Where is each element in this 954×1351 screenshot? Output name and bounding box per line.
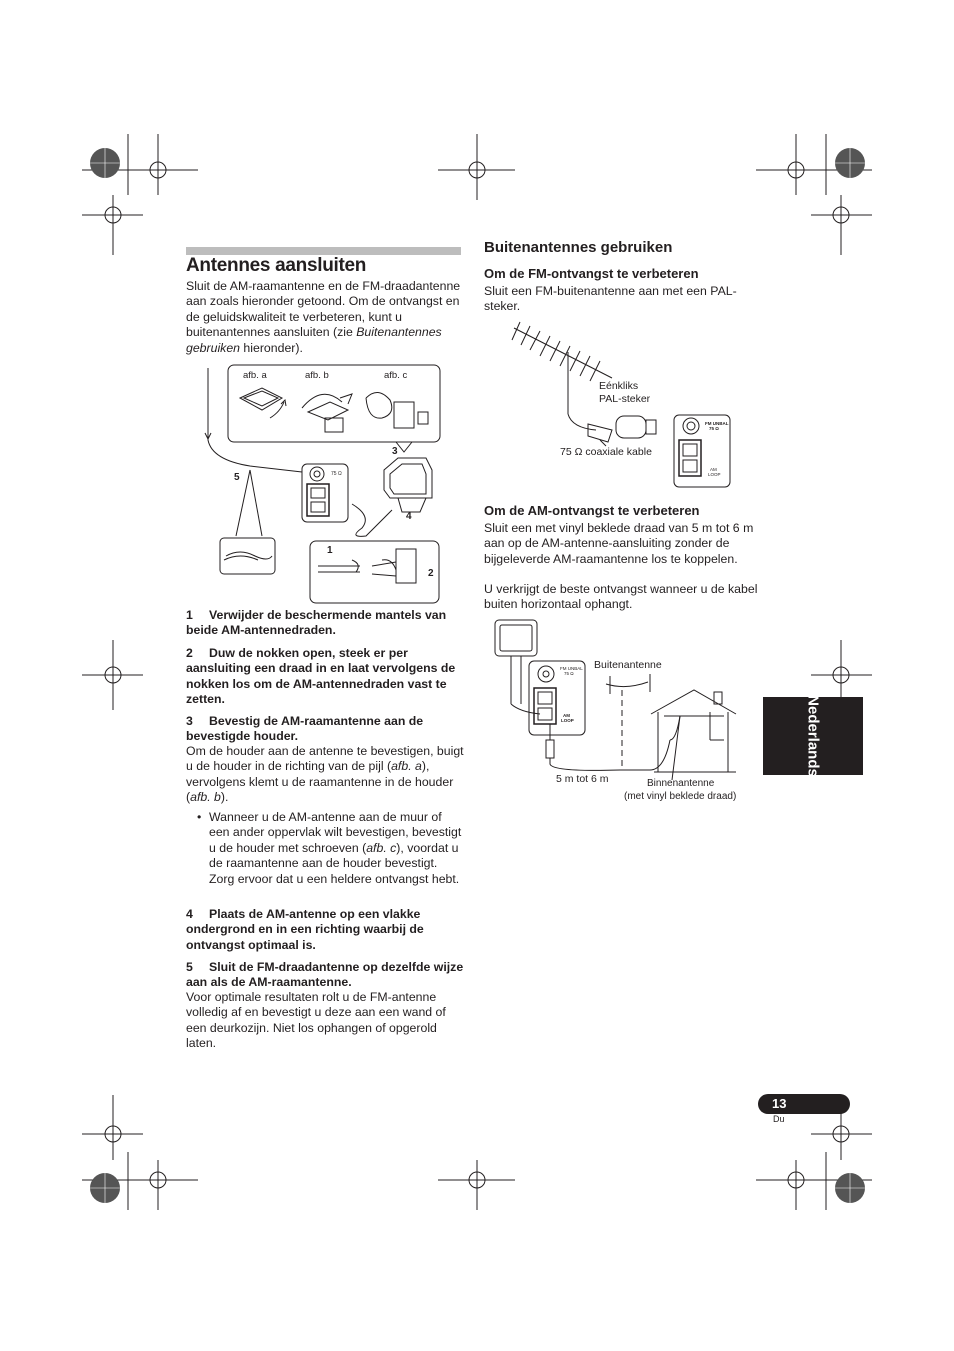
am-fig-fm-label-2: 75 Ω (564, 671, 574, 676)
am-text-1: Sluit een met vinyl beklede draad van 5 m tot 6 m aan op de AM-antenne-aansluiting zonder de bijgeleverde AM-raamantenne los te koppelen. (484, 521, 754, 566)
am-terminal-label-2: LOOP (708, 472, 721, 477)
page-language-code: Du (773, 1114, 785, 1124)
indoor-antenna-note: (met vinyl beklede draad) (624, 791, 737, 802)
coax-label: 75 Ω coaxiale kable (560, 446, 652, 458)
am-heading: Om de AM-ontvangst te verbeteren (484, 503, 700, 518)
step-3-body: Om de houder aan de antenne te bevestigen, buigt u de houder in de richting van de pijl (afb. a), vervolgens klemt u de raamantenne in de houder (afb. b). (186, 744, 464, 805)
callout-4: 4 (406, 511, 412, 522)
plug-label-2: PAL-steker (599, 393, 651, 405)
fm-text: Sluit een FM-buitenantenne aan met een PAL-steker. (484, 284, 737, 314)
language-tab-label: Nederlands (804, 695, 822, 777)
step-5-body: Voor optimale resultaten rolt u de FM-antenne volledig af en bevestigt u deze aan een wand of een deurkozijn. Niet los ophangen of opgerold laten. (186, 990, 446, 1051)
callout-1: 1 (327, 545, 333, 556)
fig-b-label: afb. b (305, 370, 329, 381)
fig-c-label: afb. c (384, 370, 408, 381)
intro-paragraph: Sluit de AM-raamantenne en de FM-draadantenne aan zoals hieronder getoond. Om de ontvangst en de geluidskwaliteit te verbeteren, kunt u buitenantennes aansluiten (zie Buitenantennes gebruiken hieronder). (186, 279, 461, 355)
callout-2: 2 (428, 568, 434, 579)
bullet-text: Wanneer u de AM-antenne aan de muur of een ander oppervlak wilt bevestigen, bevestigt u de houder met schroeven (afb. c), voordat u de raamantenne aan de houder bevestigt. Zorg ervoor dat u een heldere ontvangst hebt. (209, 810, 462, 886)
step-2: 2 Duw de nokken open, steek er per aansluiting een draad in en laat vervolgens de nokken los om de AM-antennedraden vast te zetten. (186, 646, 456, 707)
step-3: 3 Bevestig de AM-raamantenne aan de bevestigde houder. (186, 714, 424, 744)
bullet-mark: • (197, 810, 202, 824)
outdoor-antennas-heading: Buitenantennes gebruiken (484, 239, 673, 256)
fm-terminal-label-1: FM UNBAL (705, 421, 729, 426)
callout-3: 3 (392, 446, 398, 457)
language-tab (763, 697, 863, 775)
callout-5: 5 (234, 472, 240, 483)
length-label: 5 m tot 6 m (556, 773, 609, 785)
plug-label-1: Eénkliks (599, 380, 639, 392)
step-4: 4 Plaats de AM-antenne op een vlakke ondergrond en in een richting waarbij de ontvangst optimaal is. (186, 907, 424, 952)
step-5: 5 Sluit de FM-draadantenne op dezelfde wijze aan als de AM-raamantenne. (186, 960, 464, 990)
ohm-mark: 75 Ω (331, 471, 342, 477)
am-fig-am-label-1: AM (563, 713, 570, 718)
page-title: Antennes aansluiten (186, 255, 367, 276)
am-fig-am-label-2: LOOP (561, 718, 574, 723)
outdoor-antenna-label: Buitenantenne (594, 659, 662, 671)
step-1: 1 Verwijder de beschermende mantels van beide AM-antennedraden. (186, 608, 447, 638)
am-fig-fm-label-1: FM UNBAL (560, 666, 583, 671)
page-number: 13 (772, 1096, 787, 1111)
fm-terminal-label-2: 75 Ω (709, 426, 719, 431)
am-terminal-label-1: AM (710, 467, 717, 472)
fm-heading: Om de FM-ontvangst te verbeteren (484, 266, 699, 281)
am-text-2: U verkrijgt de beste ontvangst wanneer u de kabel buiten horizontaal ophangt. (484, 582, 758, 612)
indoor-antenna-label: Binnenantenne (647, 778, 715, 789)
fig-a-label: afb. a (243, 370, 267, 381)
